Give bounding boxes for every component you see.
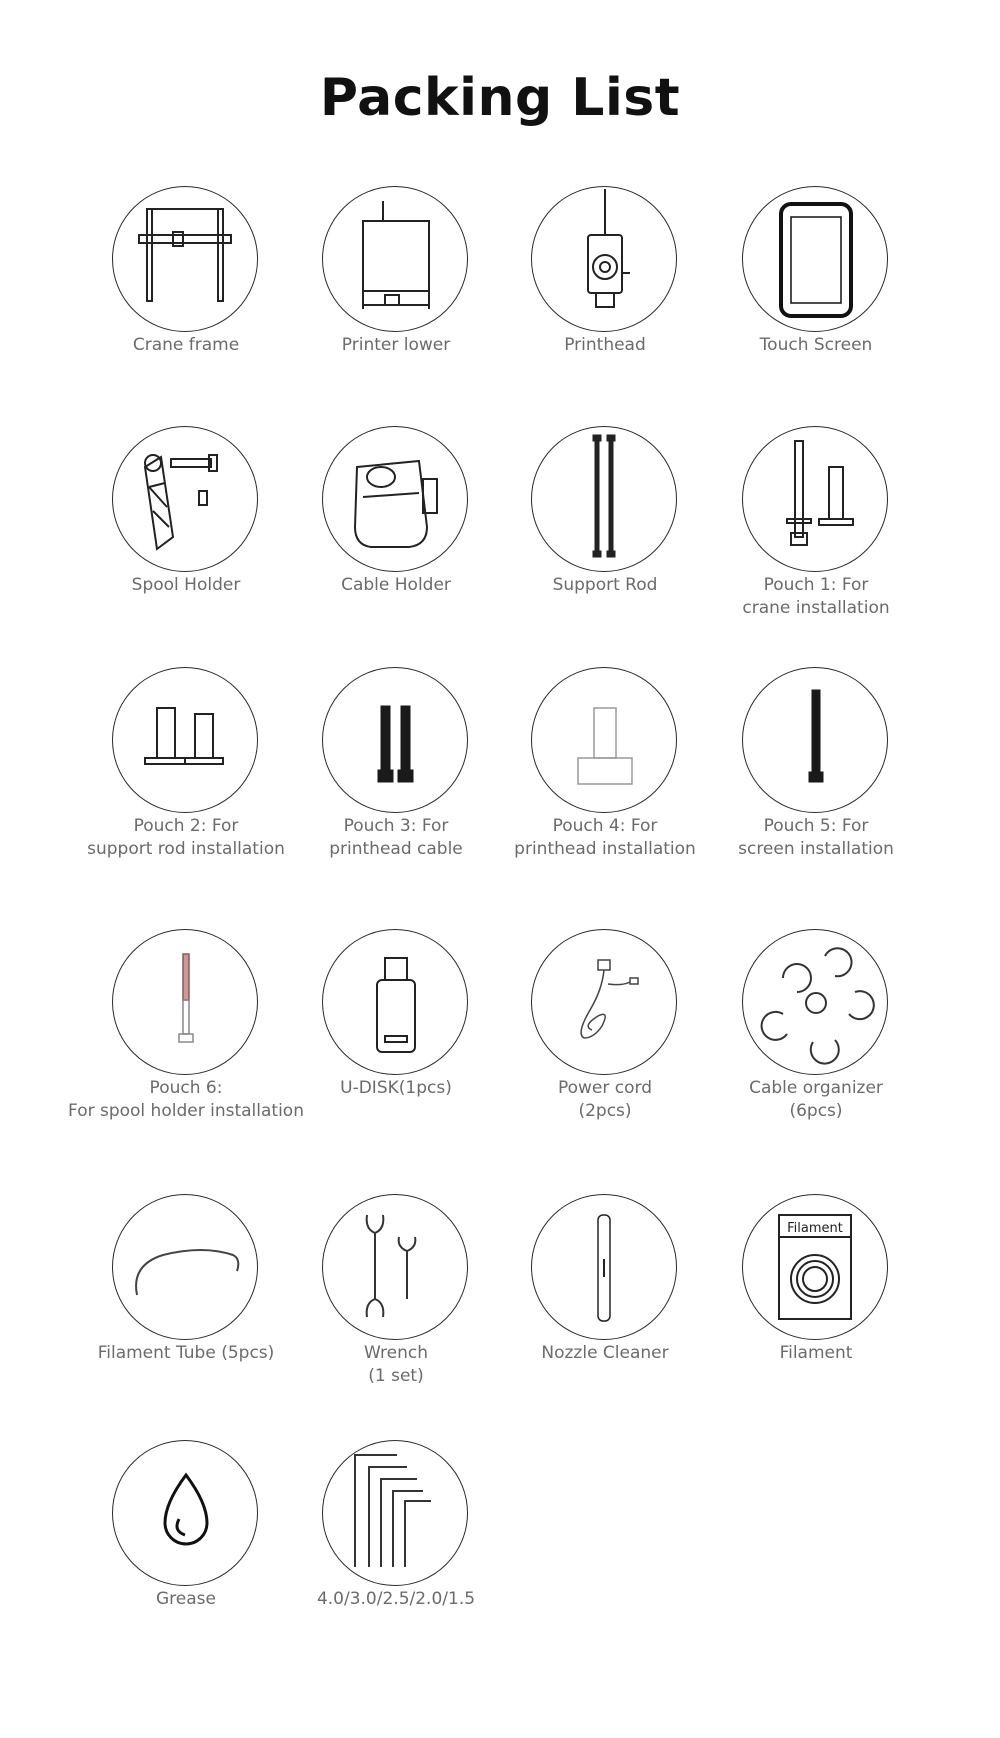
item-label: U-DISK(1pcs) <box>340 1078 452 1098</box>
item-label: Pouch 3: For printhead cable <box>329 816 463 859</box>
printhead-icon <box>531 186 677 332</box>
item-label: Printhead <box>564 335 646 355</box>
screws-pouch-icon <box>531 667 677 813</box>
item-label: Filament Tube (5pcs) <box>97 1343 275 1363</box>
item-label: Spool Holder <box>131 575 241 595</box>
crane-frame-icon <box>112 186 258 332</box>
item-label: Wrench (1 set) <box>363 1343 428 1386</box>
item-label: Support Rod <box>552 575 658 595</box>
screws-pouch-icon <box>112 667 258 813</box>
item-label: Nozzle Cleaner <box>541 1343 669 1363</box>
screw-pouch-icon <box>112 929 258 1075</box>
item-label: Printer lower <box>341 335 451 355</box>
item-label: Pouch 1: For crane installation <box>742 575 890 618</box>
page-title: Packing List <box>319 68 681 128</box>
support-rod-icon <box>531 426 677 572</box>
grease-drop-icon <box>112 1440 258 1586</box>
screws-pouch-icon <box>322 667 468 813</box>
item-label: Grease <box>156 1589 216 1609</box>
item-label: Filament <box>779 1343 853 1363</box>
power-cord-icon <box>531 929 677 1075</box>
printer-lower-icon <box>322 186 468 332</box>
hex-keys-icon <box>322 1440 468 1586</box>
item-label: Pouch 2: For support rod installation <box>87 816 285 859</box>
item-label: 4.0/3.0/2.5/2.0/1.5 <box>316 1589 476 1609</box>
spool-holder-icon <box>112 426 258 572</box>
item-label: Pouch 4: For printhead installation <box>514 816 696 859</box>
item-label: Touch Screen <box>759 335 873 355</box>
screws-pouch-icon <box>742 426 888 572</box>
wrench-icon <box>322 1194 468 1340</box>
item-label: Cable organizer (6pcs) <box>749 1078 883 1121</box>
nozzle-cleaner-icon <box>531 1194 677 1340</box>
filament-tube-icon <box>112 1194 258 1340</box>
cable-holder-icon <box>322 426 468 572</box>
screw-pouch-icon <box>742 667 888 813</box>
filament-box-text: Filament <box>787 1221 843 1236</box>
item-label: Pouch 5: For screen installation <box>738 816 894 859</box>
filament-icon <box>742 1194 888 1340</box>
item-label: Crane frame <box>132 335 240 355</box>
item-label: Cable Holder <box>341 575 451 595</box>
usb-disk-icon <box>322 929 468 1075</box>
touch-screen-icon <box>742 186 888 332</box>
cable-organizer-icon <box>742 929 888 1075</box>
item-label: Pouch 6: For spool holder installation <box>68 1078 304 1121</box>
item-label: Power cord (2pcs) <box>557 1078 653 1121</box>
